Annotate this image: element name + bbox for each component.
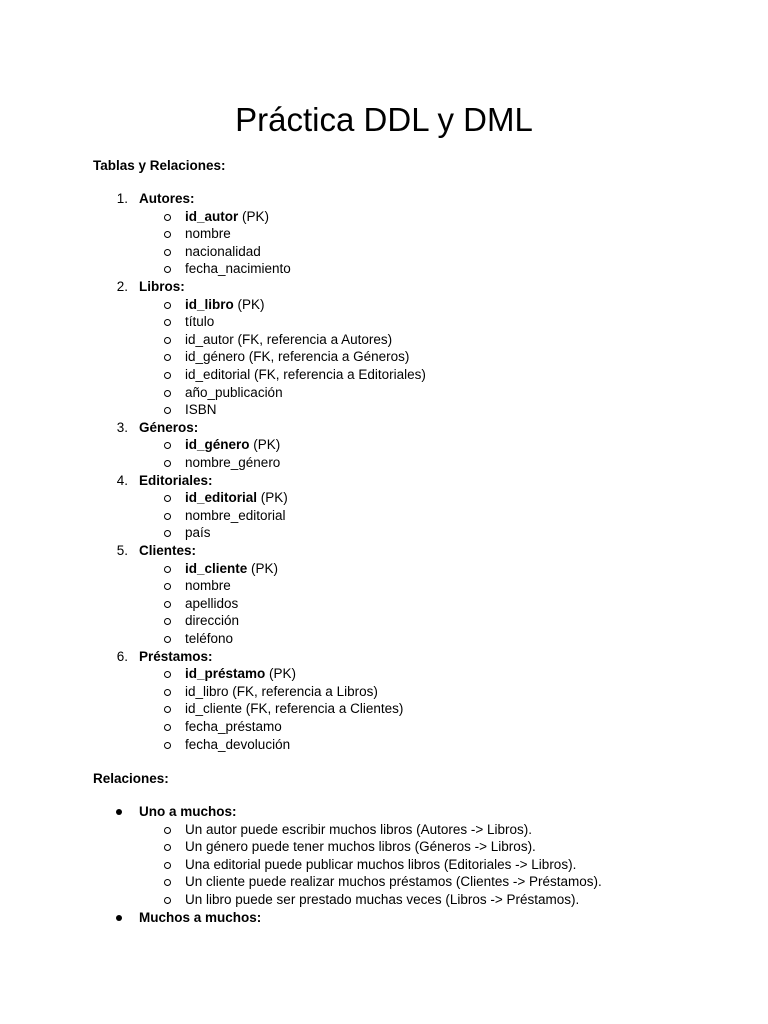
hollow-bullet-icon <box>164 214 171 221</box>
list-number: 4. <box>116 472 128 488</box>
field-detail: año_publicación <box>185 384 283 400</box>
field-detail: (PK) <box>233 296 265 312</box>
field-detail: (PK) <box>257 490 288 506</box>
field-key: id_préstamo <box>185 666 266 682</box>
hollow-bullet-icon <box>164 862 171 869</box>
hollow-bullet-icon <box>164 460 171 467</box>
relations-heading: Relaciones: <box>93 771 169 786</box>
field-key: id_libro <box>185 296 234 312</box>
relation-detail: Un autor puede escribir muchos libros (Autores -> Libros). <box>185 821 533 837</box>
table-name: Autores: <box>139 191 195 206</box>
field-detail: fecha_devolución <box>185 736 291 752</box>
hollow-bullet-icon <box>164 354 171 361</box>
field-text <box>185 577 231 595</box>
field-detail: (PK) <box>265 666 297 682</box>
hollow-bullet-icon <box>164 689 171 696</box>
hollow-bullet-icon <box>164 742 171 749</box>
field-detail: apellidos <box>185 595 239 611</box>
field-text <box>185 348 409 366</box>
list-number: 6. <box>116 648 128 664</box>
field-text <box>185 436 280 454</box>
table-name: Préstamos: <box>139 648 213 664</box>
hollow-bullet-icon <box>164 407 171 414</box>
field-detail: país <box>185 525 211 541</box>
field-detail: id_libro (FK, referencia a Libros) <box>185 683 378 699</box>
tables-heading: Tablas y Relaciones: <box>93 158 226 173</box>
field-text <box>185 630 233 648</box>
hollow-bullet-icon <box>164 390 171 397</box>
field-text <box>185 331 392 349</box>
hollow-bullet-icon <box>164 530 171 537</box>
hollow-bullet-icon <box>164 231 171 238</box>
field-text <box>185 260 291 278</box>
relation-detail: Una editorial puede publicar muchos libros (Editoriales -> Libros). <box>185 856 577 872</box>
hollow-bullet-icon <box>164 442 171 449</box>
field-text <box>185 489 288 507</box>
field-detail: nombre_género <box>185 455 281 470</box>
field-detail: teléfono <box>185 631 234 646</box>
field-detail: título <box>185 314 215 330</box>
field-text <box>185 612 239 630</box>
field-text <box>185 401 217 419</box>
hollow-bullet-icon <box>164 249 171 256</box>
field-text <box>185 595 238 613</box>
hollow-bullet-icon <box>164 319 171 326</box>
list-number: 2. <box>116 279 128 294</box>
field-detail: id_autor (FK, referencia a Autores) <box>185 331 393 347</box>
hollow-bullet-icon <box>164 601 171 608</box>
hollow-bullet-icon <box>164 879 171 886</box>
hollow-bullet-icon <box>164 495 171 502</box>
list-number: 5. <box>116 543 128 558</box>
field-text <box>185 225 231 243</box>
hollow-bullet-icon <box>164 372 171 379</box>
field-text <box>185 208 269 226</box>
field-text <box>185 243 261 261</box>
field-text <box>185 524 211 542</box>
table-name: Clientes: <box>139 543 197 558</box>
field-key: id_género <box>185 437 250 453</box>
hollow-bullet-icon <box>164 583 171 590</box>
hollow-bullet-icon <box>164 827 171 834</box>
field-detail: id_género (FK, referencia a Géneros) <box>185 349 410 365</box>
hollow-bullet-icon <box>164 266 171 273</box>
relation-type: Muchos a muchos: <box>139 909 262 925</box>
field-detail: nombre_editorial <box>185 507 286 523</box>
field-detail: nacionalidad <box>185 243 261 259</box>
field-detail: ISBN <box>185 402 217 418</box>
field-text <box>185 700 403 718</box>
hollow-bullet-icon <box>164 337 171 344</box>
field-key: id_editorial <box>185 490 258 506</box>
field-text <box>185 665 296 683</box>
hollow-bullet-icon <box>164 636 171 643</box>
bullet-icon <box>116 809 122 815</box>
table-name: Editoriales: <box>139 472 213 488</box>
hollow-bullet-icon <box>164 671 171 678</box>
relation-detail: Un cliente puede realizar muchos préstamos (Clientes -> Préstamos). <box>185 874 602 890</box>
list-number: 1. <box>116 191 128 206</box>
field-detail: (PK) <box>247 560 279 576</box>
field-text <box>185 718 282 736</box>
field-text <box>185 736 290 754</box>
field-detail: id_editorial (FK, referencia a Editoriales) <box>185 367 426 382</box>
field-text <box>185 296 265 314</box>
relation-detail: Un género puede tener muchos libros (Géneros -> Libros). <box>185 839 536 855</box>
field-text <box>185 313 214 331</box>
table-name: Libros: <box>139 279 185 294</box>
relation-type: Uno a muchos: <box>139 804 237 819</box>
field-detail: fecha_nacimiento <box>185 261 291 277</box>
field-detail: id_cliente (FK, referencia a Clientes) <box>185 701 404 717</box>
field-text <box>185 366 426 384</box>
field-detail: dirección <box>185 613 240 629</box>
document-title: Práctica DDL y DML <box>235 101 533 138</box>
hollow-bullet-icon <box>164 897 171 904</box>
list-number: 3. <box>116 419 128 435</box>
bullet-icon <box>116 915 122 921</box>
field-text <box>185 454 280 472</box>
field-detail: nombre <box>185 578 231 594</box>
hollow-bullet-icon <box>164 724 171 731</box>
hollow-bullet-icon <box>164 566 171 573</box>
field-text <box>185 507 286 525</box>
relation-detail: Un libro puede ser prestado muchas veces (Libros -> Préstamos). <box>185 892 580 907</box>
hollow-bullet-icon <box>164 706 171 713</box>
hollow-bullet-icon <box>164 513 171 520</box>
field-detail: (PK) <box>238 208 270 224</box>
field-detail: nombre <box>185 226 231 242</box>
hollow-bullet-icon <box>164 618 171 625</box>
field-text <box>185 560 278 578</box>
field-text <box>185 683 378 701</box>
table-name: Géneros: <box>139 419 199 435</box>
hollow-bullet-icon <box>164 302 171 309</box>
field-detail: (PK) <box>249 437 281 453</box>
field-detail: fecha_préstamo <box>185 719 282 734</box>
field-key: id_autor <box>185 208 239 224</box>
field-text <box>185 384 283 402</box>
hollow-bullet-icon <box>164 844 171 851</box>
field-key: id_cliente <box>185 560 248 576</box>
